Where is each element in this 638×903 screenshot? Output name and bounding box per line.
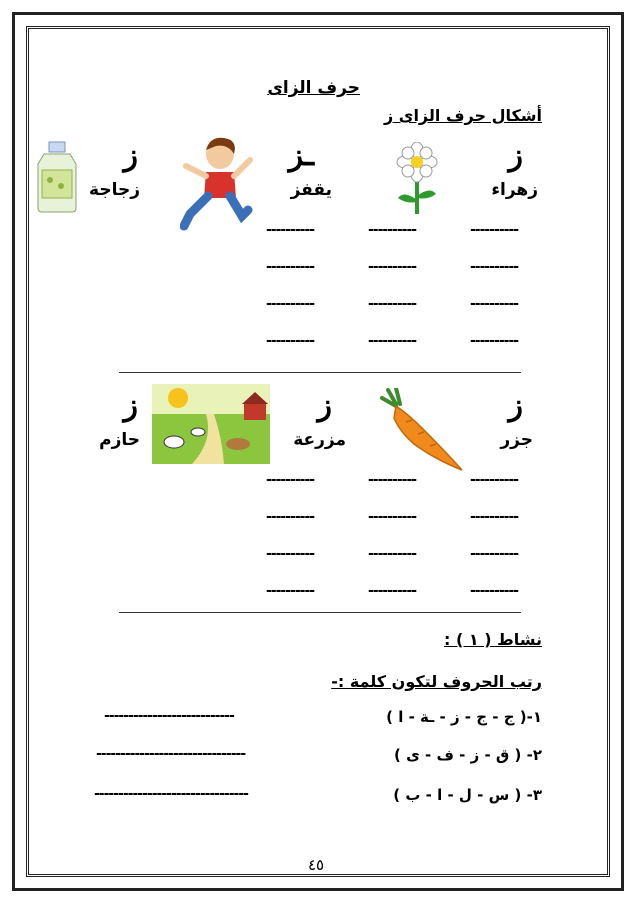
section1-writing-line-6: ---------- (266, 259, 315, 275)
answer-line-1: --------------------------- (104, 708, 234, 724)
word-5: مزرعة (293, 430, 346, 450)
section2-writing-line-1: ---------- (470, 472, 519, 488)
section1-writing-line-11: ---------- (368, 333, 417, 349)
jumping-boy-picture (180, 136, 254, 232)
section1-writing-line-4: ---------- (470, 259, 519, 275)
letter-4: ز (508, 388, 523, 423)
section2-writing-line-7: ---------- (470, 546, 519, 562)
activity-row-3: ٣- ( س - ل - ا - ب ) (393, 786, 542, 804)
farm-picture (152, 384, 270, 464)
section2-writing-line-10: ---------- (470, 583, 519, 599)
word-1: زهراء (491, 180, 538, 200)
letter-6: ز (123, 388, 138, 423)
section1-writing-line-3: ---------- (266, 222, 315, 238)
section1-writing-line-8: ---------- (368, 296, 417, 312)
activity-instruction: رتب الحروف لتكون كلمة :- (331, 672, 542, 691)
section2-writing-line-11: ---------- (368, 583, 417, 599)
activity-heading: نشاط ( ١ ) : (444, 630, 542, 649)
word-6: حازم (99, 430, 140, 450)
section1-writing-line-1: ---------- (470, 222, 519, 238)
divider-1 (119, 372, 521, 373)
letter-5: ز (317, 388, 332, 423)
page-title: حرف الزاى (267, 78, 360, 98)
letter-3: ز (123, 138, 138, 173)
activity-row-1: ١-( ج - ج - ز - ـة - ا ) (386, 708, 542, 726)
divider-2 (119, 612, 521, 613)
word-2: يقفز (290, 180, 332, 200)
answer-line-2: ------------------------------- (96, 746, 246, 762)
section1-writing-line-10: ---------- (470, 333, 519, 349)
section2-writing-line-3: ---------- (266, 472, 315, 488)
carrot-picture (378, 388, 464, 472)
section1-writing-line-5: ---------- (368, 259, 417, 275)
section2-writing-line-5: ---------- (368, 509, 417, 525)
section2-writing-line-12: ---------- (266, 583, 315, 599)
section2-writing-line-8: ---------- (368, 546, 417, 562)
page-number: ٤٥ (308, 856, 325, 874)
letter-1: ز (508, 138, 523, 173)
section1-writing-line-2: ---------- (368, 222, 417, 238)
bottle-picture (34, 140, 80, 214)
section1-writing-line-7: ---------- (470, 296, 519, 312)
section1-writing-line-9: ---------- (266, 296, 315, 312)
section2-writing-line-4: ---------- (470, 509, 519, 525)
letter-2: ـز (288, 138, 314, 173)
flower-picture (392, 142, 442, 216)
section2-writing-line-6: ---------- (266, 509, 315, 525)
word-3: زجاجة (89, 180, 140, 200)
section2-writing-line-9: ---------- (266, 546, 315, 562)
section2-writing-line-2: ---------- (368, 472, 417, 488)
activity-row-2: ٢- ( ق - ز - ف - ى ) (394, 746, 542, 764)
section1-writing-line-12: ---------- (266, 333, 315, 349)
word-4: جزر (500, 430, 533, 450)
subtitle: أشكال حرف الزاى ز (384, 106, 542, 125)
answer-line-3: -------------------------------- (94, 786, 248, 802)
